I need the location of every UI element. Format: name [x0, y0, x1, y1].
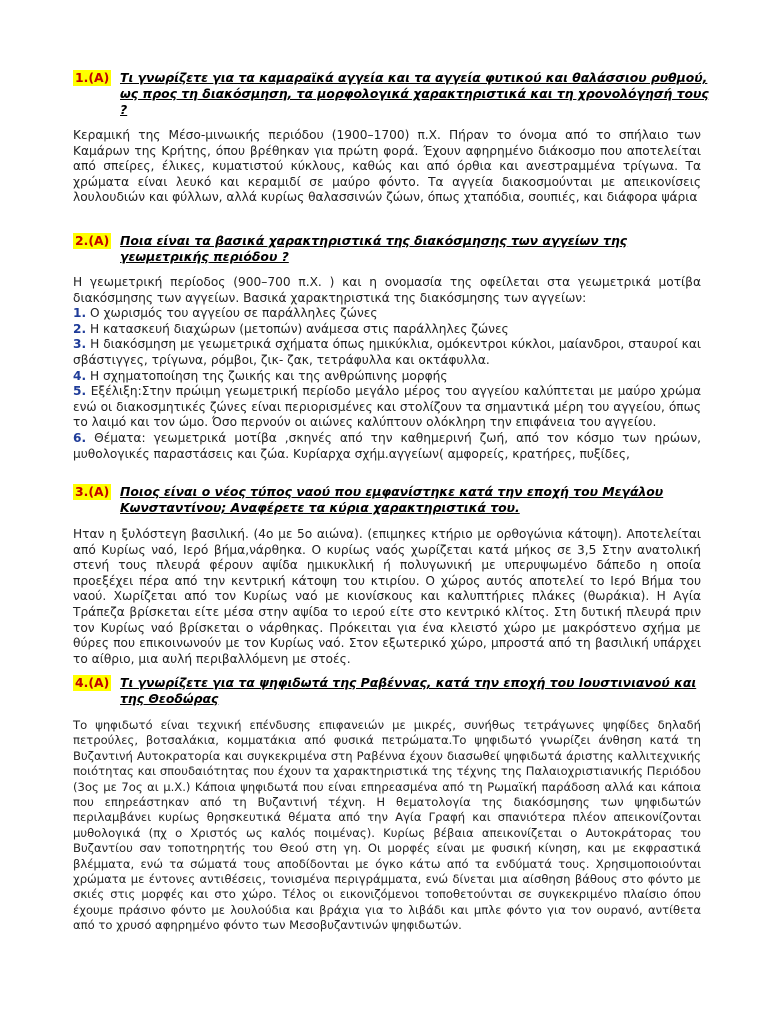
answer-2-intro: Η γεωμετρική περίοδος (900–700 π.Χ. ) και η ονομασία της οφείλεται στα γεωμετρικά μοτίβα διακόσμησης των αγγείων. Βασικά χαρακτηριστικά της διακόσμησης των αγγείων: — [73, 275, 701, 305]
answer-2 — [73, 275, 701, 462]
list-item: 6. Θέματα: γεωμετρικά μοτίβα ,σκηνές από την καθημερινή ζωή, από τον κόσμο των ηρώων, μυθολογικές παραστάσεις και ζώα. Κυρίαρχα σχήμ.αγγείων( αμφορείς, κρατήρες, πυξίδες, — [73, 430, 701, 461]
list-item: 2. Η κατασκευή διαχώρων (μετοπών) ανάμεσα στις παράλληλες ζώνες — [73, 321, 509, 336]
list-item: 1. Ο χωρισμός του αγγείου σε παράλληλες ζώνες — [73, 306, 378, 321]
answer-1: Κεραμική της Μέσο-μινωικής περιόδου (1900–1700) π.Χ. Πήραν το όνομα από το σπήλαιο των Καμάρων της Κρήτης, όπου βρέθηκαν για πρώτη φορά. Έχουν αφηρημένο διάκοσμο που αποτελείται από σπείρες, έλικες, κυματιστού κύκλους, καθώς και από όρθια και ανεστραμμένα τρίγωνα. Τα χρώματα είναι λευκό και κεραμιδί σε μαύρο φόντο. Τα αγγεία διακοσμούνται με απεικονίσεις λουλουδιών και φύλλων, αλλά κυρίως θαλασσινών ζώων, όπως χταπόδια, σουπιές, και διάφορα ψάρια — [73, 128, 701, 205]
list-item: 4. Η σχηματοποίηση της ζωικής και της ανθρώπινης μορφής — [73, 368, 448, 383]
list-item: 5. Εξέλιξη:Στην πρώιμη γεωμετρική περίοδο μεγάλο μέρος του αγγείου καλύπτεται με μαύρο χρώμα ενώ οι διακοσμητικές ζώνες είναι περιορισμένες και στολίζουν τα σημαντικά μέρη του αγγείου, όπως το λαιμό και τον ώμο. Όσο περνούν οι αιώνες καλύπτουν ολόκληρη την επιφάνεια του αγγείου. — [73, 384, 701, 430]
list-item: 3. Η διακόσμηση με γεωμετρικά σχήματα όπως ημικύκλια, ομόκεντροι κύκλοι, μαίανδροι, σταυροί και σβάστιγγες, τρίγωνα, ρόμβοι, ζικ- ζακ, τετράφυλλα και οκτάφυλλα. — [73, 337, 701, 367]
question-3-number: 3.(Α) — [75, 484, 110, 499]
question-3-heading — [73, 484, 713, 516]
question-2-number: 2.(Α) — [75, 233, 110, 248]
question-2-heading — [73, 233, 713, 265]
question-1-title: Τι γνωρίζετε για τα καμαραϊκά αγγεία και τα αγγεία φυτικού και θαλάσσιου ρυθμού, ως προς τη διακόσμηση, τα μορφολογικά χαρακτηριστικά και τη χρονολόγησή τους ? — [120, 70, 709, 117]
question-4-heading — [73, 675, 713, 707]
question-1-heading — [73, 70, 713, 118]
answer-3: Ηταν η ξυλόστεγη βασιλική. (4ο με 5ο αιώνα). (επιμηκες κτήριο με ορθογώνια κάτοψη). Αποτελείται από Κυρίως ναό, Ιερό βήμα,νάρθηκα. Ο κυρίως ναός χωρίζεται κατά μήκος σε 3,5 Στην ανατολική στενή τους πλευρά φέρουν αψίδα ημικυκλική ή πολυγωνική με υπερυψωμένο δάπεδο η οποία προεξέχει πέρα από την κεντρική κάτοψη του κτιρίου. Ο χώρος αυτός αποτελεί το Ιερό Βήμα του ναού. Χωρίζεται από τον Κυρίως ναό με κιονίσκους και καλυπτήριες πλάκες (θωράκια). Η Αγία Τράπεζα βρίσκεται είτε μέσα στην αψίδα το ιερού είτε στο κεντρικό κλίτος. Στη δυτική πλευρά πριν τον Κυρίως ναό βρίσκεται ο νάρθηκας. Πρόκειται για ένα κλειστό χώρο με μακρόστενο σχήμα με θύρες που επικοινωνούν με τον Κυρίως ναό. Στον εξωτερικό χώρο, μπροστά από τη βασιλική υπάρχει το αίθριο, μια αυλή περιβαλλόμενη με στοές. — [73, 527, 701, 666]
question-3-title: Ποιος είναι ο νέος τύπος ναού που εμφανίστηκε κατά την εποχή του Μεγάλου Κωνσταντίνου; Αναφέρετε τα κύρια χαρακτηριστικά του. — [120, 484, 664, 515]
question-2-title: Ποια είναι τα βασικά χαρακτηριστικά της διακόσμησης των αγγείων της γεωμετρικής περιόδου ? — [120, 233, 628, 264]
question-4-number: 4.(Α) — [75, 675, 110, 690]
question-1-number: 1.(Α) — [75, 70, 110, 85]
answer-4: Το ψηφιδωτό είναι τεχνική επένδυσης επιφανειών με μικρές, συνήθως τετράγωνες ψηφίδες δηλαδή πετρούλες, βοτσαλάκια, κομματάκια από φυσικά πετρώματα.Το ψηφιδωτό γνωρίζει άνθηση κατά τη Βυζαντινή Αυτοκρατορία και συγκεκριμένα στη Ραβέννα έχουν διασωθεί ψηφιδωτά άριστης καλλιτεχνικής ποιότητας και σπουδαιότητας που έχουν τα χαρακτηριστικά της τέχνης της Παλαιοχριστιανικής Περιόδου (3ος με 7ος αι μ.Χ.) Κάποια ψηφιδωτά που είναι επηρεασμένα από τη Ρωμαϊκή παράδοση αλλά και κάποια που επηρεάστηκαν από τη Βυζαντινή τέχνη. Η θεματολογία της διακόσμησης των ψηφιδωτών περιλαμβάνει κυρίως θρησκευτικά θέματα από την Αγία Γραφή και σπανιότερα πλέον απεικονίζονται μυθολογικά (πχ ο Χριστός ως καλός ποιμένας). Κυρίως βέβαια απεικονίζεται ο Αυτοκράτορας του Βυζαντίου σαν τοποτηρητής του Θεού στη γη. Οι μορφές είναι με φυσική κίνηση, και με εκφραστικά βλέμματα, ενώ τα σώματά τους αποδίδονται με όγκο κάτω από τα ενδύματά τους. Χρησιμοποιούνται χρώματα με έντονες αντιθέσεις, τονισμένα περιγράμματα, ενώ δίνεται μια αίσθηση βάθους στο φόντο με σκιές στις μορφές και στο χώρο. Τέλος οι εικονιζόμενοι τοποθετούνται σε συγκεκριμένο πλαίσιο όπου έχουμε πράσινο φόντο με λουλούδια και βράχια για το λιβάδι και μπλε φόντο για τον ουρανό, αντίθετα από το χρυσό αφηρημένο φόντο των Μεσοβυζαντινών ψηφιδωτών. — [73, 718, 701, 933]
question-4-title: Τι γνωρίζετε για τα ψηφιδωτά της Ραβέννας, κατά την εποχή του Ιουστινιανού και της Θεοδώρας — [120, 675, 697, 706]
